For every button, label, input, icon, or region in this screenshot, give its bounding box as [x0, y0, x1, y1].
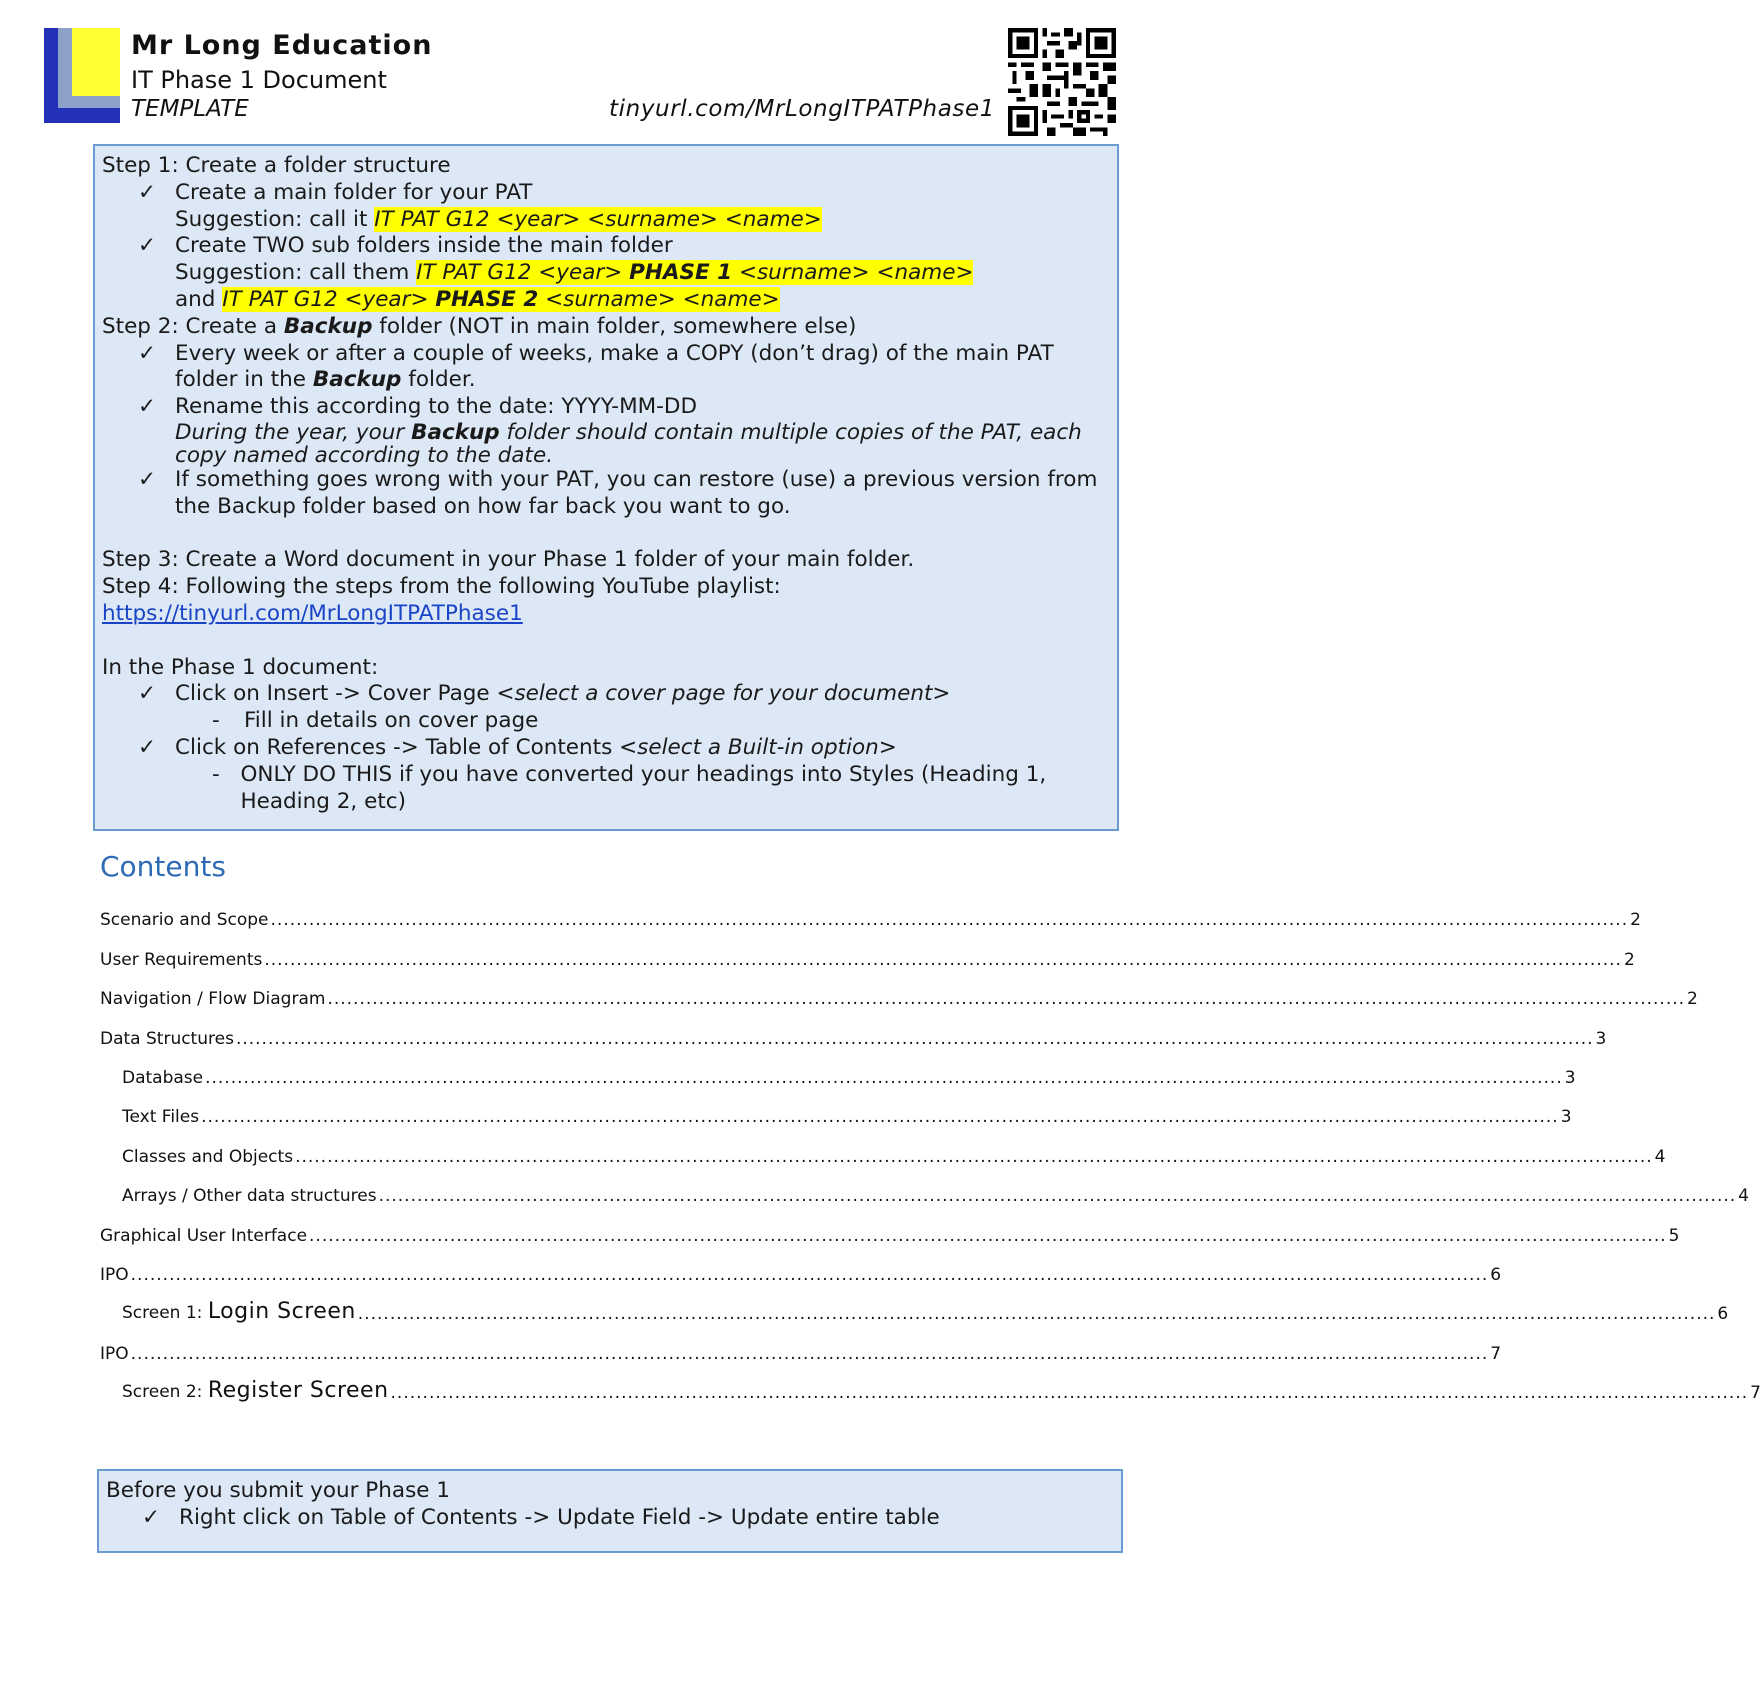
step-2-heading: Step 2: Create a Backup folder (NOT in main folder, somewhere else): [102, 313, 857, 339]
step-1-item-1: ✓ Create a main folder for your PAT Suggestion: call it IT PAT G12 <year> <surname> <name>: [138, 179, 822, 232]
step-4-text: Step 4: Following the steps from the following YouTube playlist:: [102, 574, 781, 600]
phase-item-2: ✓ Click on References -> Table of Contents <select a Built-in option>: [138, 734, 897, 760]
suggested-folder-name: IT PAT G12 <year> <surname> <name>: [374, 206, 822, 232]
phase-item-1: ✓ Click on Insert -> Cover Page <select a cover page for your document>: [138, 681, 951, 707]
check-icon: ✓: [142, 1504, 161, 1530]
check-icon: ✓: [138, 179, 157, 205]
table-of-contents: [100, 891, 1761, 1404]
mr-long-logo: [44, 28, 120, 123]
dash-bullet: -: [212, 708, 220, 734]
submit-item: ✓ Right click on Table of Contents -> Update Field -> Update entire table: [142, 1504, 940, 1530]
check-icon: ✓: [138, 466, 157, 492]
toc-entry[interactable]: Screen 2: Register Screen .................................................................................................................................................................................................................... 7: [122, 1378, 1761, 1404]
toc-entry[interactable]: IPO .................................................................................................................................................................................................................... 7: [100, 1343, 1502, 1364]
toc-entry[interactable]: Classes and Objects .................................................................................................................................................................................................................... 4: [122, 1146, 1666, 1167]
check-icon: ✓: [138, 394, 157, 420]
phase-doc-heading: In the Phase 1 document:: [102, 654, 379, 680]
suggested-phase2-folder: IT PAT G12 <year> PHASE 2 <surname> <name>: [222, 286, 780, 312]
submit-heading: Before you submit your Phase 1: [106, 1478, 451, 1503]
header-url[interactable]: tinyurl.com/MrLongITPATPhase1: [609, 96, 995, 122]
brand-title: Mr Long Education: [131, 30, 433, 61]
toc-entry[interactable]: User Requirements .................................................................................................................................................................................................................... 2: [100, 949, 1635, 970]
phase-subitem-1: - Fill in details on cover page: [212, 708, 539, 734]
template-label: TEMPLATE: [131, 96, 249, 122]
check-icon: ✓: [138, 340, 157, 366]
toc-entry[interactable]: Database .................................................................................................................................................................................................................... 3: [122, 1067, 1576, 1088]
document-title: IT Phase 1 Document: [131, 66, 387, 94]
step-1-item-2: ✓ Create TWO sub folders inside the main folder Suggestion: call them IT PAT G12 <year> PHASE 1 <surname> <name> and IT PAT G12 <year> PHASE 2 <surname> <name>: [138, 233, 974, 312]
toc-entry[interactable]: Scenario and Scope .................................................................................................................................................................................................................... 2: [100, 910, 1641, 931]
step-2-item-2: ✓ Rename this according to the date: YYYY-MM-DD During the year, your Backup folder should contain multiple copies of the PAT, each copy named according to the date.: [138, 394, 1082, 468]
instructions-box: [93, 144, 1119, 831]
toc-entry[interactable]: IPO .................................................................................................................................................................................................................... 6: [100, 1264, 1502, 1285]
playlist-link[interactable]: https://tinyurl.com/MrLongITPATPhase1: [102, 600, 523, 626]
toc-entry[interactable]: Screen 1: Login Screen .................................................................................................................................................................................................................... 6: [122, 1299, 1729, 1325]
step-2-item-1: ✓ Every week or after a couple of weeks, make a COPY (don’t drag) of the main PAT folder in the Backup folder.: [138, 340, 1054, 393]
toc-entry[interactable]: Arrays / Other data structures .................................................................................................................................................................................................................... 4: [122, 1186, 1749, 1207]
step-3-text: Step 3: Create a Word document in your Phase 1 folder of your main folder.: [102, 547, 915, 573]
dash-bullet: -: [212, 761, 220, 787]
phase-subitem-2: - ONLY DO THIS if you have converted your headings into Styles (Heading 1, Heading 2, etc): [212, 761, 1047, 814]
submit-box: [97, 1469, 1123, 1553]
toc-entry[interactable]: Graphical User Interface .................................................................................................................................................................................................................... 5: [100, 1225, 1680, 1246]
suggested-phase1-folder: IT PAT G12 <year> PHASE 1 <surname> <name>: [416, 260, 974, 286]
step-2-item-3: ✓ If something goes wrong with your PAT, you can restore (use) a previous version from the Backup folder based on how far back you want to go.: [138, 466, 1098, 519]
check-icon: ✓: [138, 734, 157, 760]
toc-entry[interactable]: Text Files .................................................................................................................................................................................................................... 3: [122, 1107, 1572, 1128]
step-1-heading: Step 1: Create a folder structure: [102, 153, 451, 178]
check-icon: ✓: [138, 233, 157, 259]
qr-code-icon: [1008, 28, 1116, 136]
check-icon: ✓: [138, 681, 157, 707]
contents-title: Contents: [100, 850, 226, 883]
toc-entry[interactable]: Data Structures .................................................................................................................................................................................................................... 3: [100, 1028, 1607, 1049]
toc-entry[interactable]: Navigation / Flow Diagram .................................................................................................................................................................................................................... 2: [100, 989, 1698, 1010]
